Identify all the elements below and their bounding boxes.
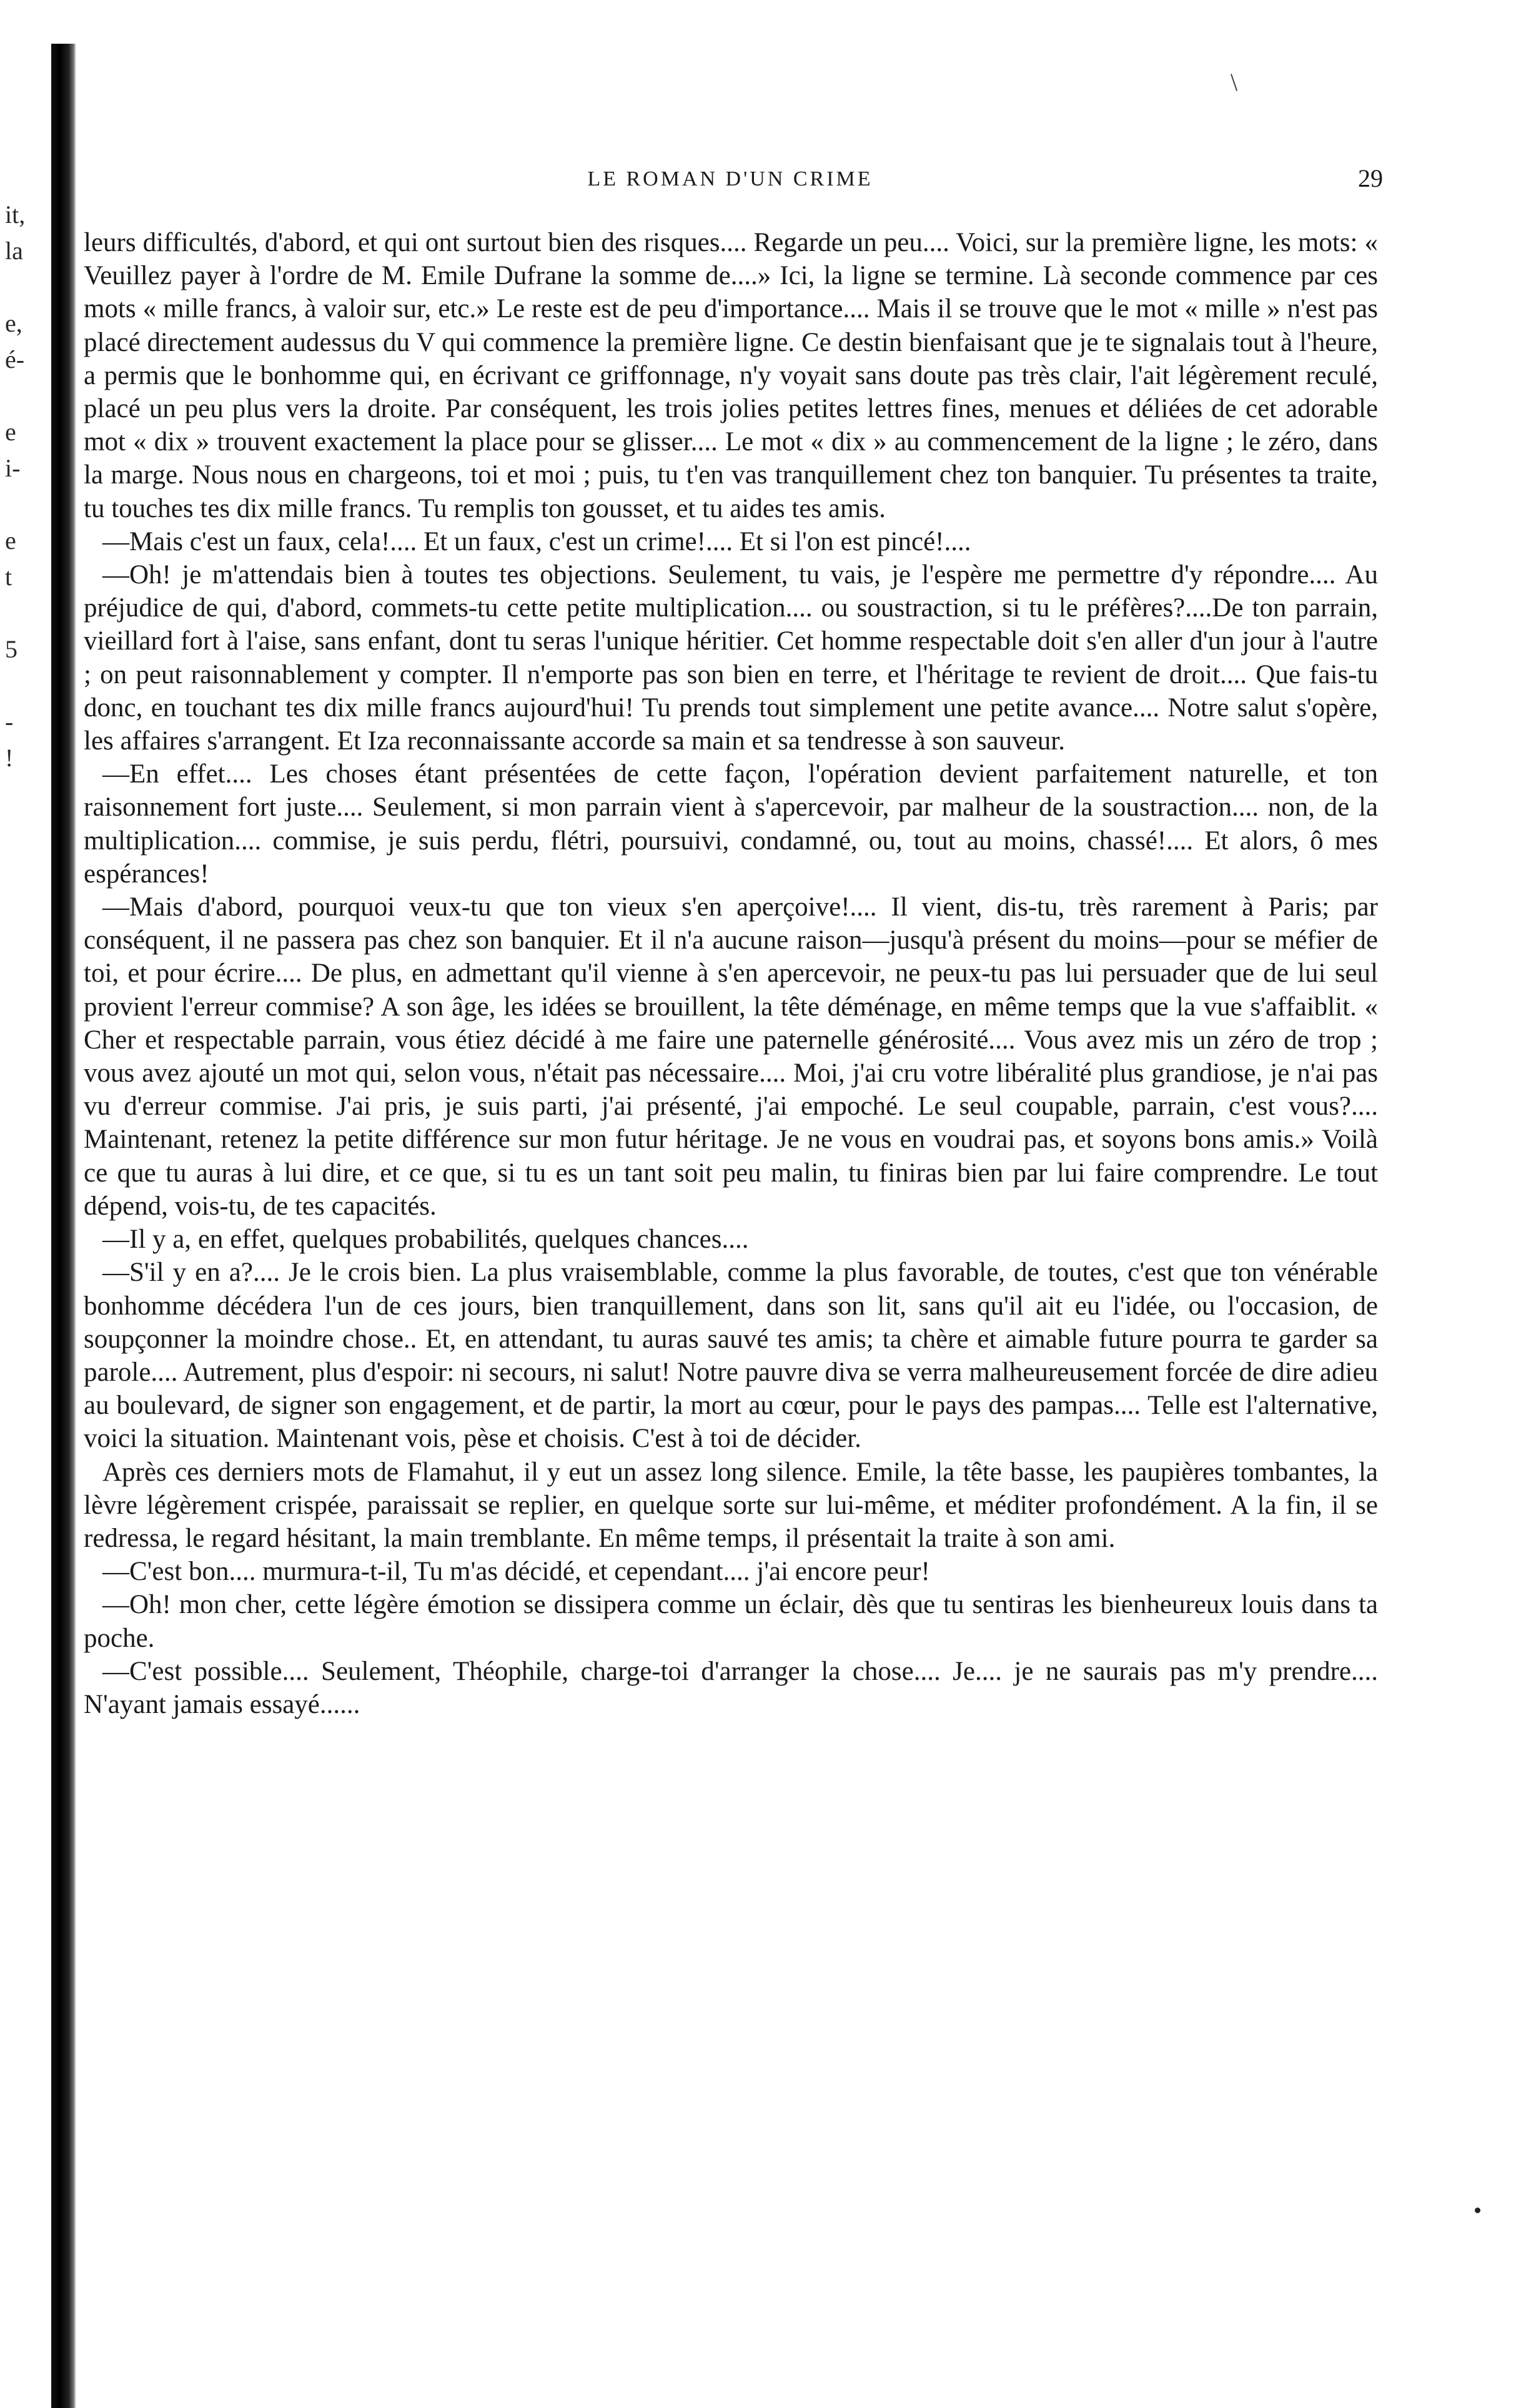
margin-fragment: ! <box>5 744 14 772</box>
paragraph: —Oh! mon cher, cette légère émotion se dissipera comme un éclair, dès que tu sentiras les bienheureux louis dans ta poche. <box>84 1590 1378 1653</box>
margin-fragment: e <box>5 418 16 446</box>
margin-fragment <box>5 668 45 704</box>
margin-fragment: - <box>5 708 14 736</box>
paragraph: —S'il y en a?.... Je le crois bien. La plus vraisemblable, comme la plus favorable, de toutes, c'est que ton vénérable bonhomme décédera l'un de ces jours, bien tranquillement, dans son lit, sans qu'il ait eu l'idée, ou l'occasion, de soupçonner la moindre chose.. Et, en attendant, tu auras sauvé tes amis; ta chère et aimable future pourra te garder sa parole.... Autrement, plus d'espoir: ni secours, ni salut! Notre pauvre diva se verra malheureusement forcée de dire adieu au boulevard, de signer son engagement, et de partir, la mort au cœur, pour le pays des pampas.... Telle est l'alternative, voici la situation. Maintenant vois, pèse et choisis. C'est à toi de décider. <box>84 1258 1378 1454</box>
gutter-shadow <box>51 44 76 2408</box>
paragraph: —En effet.... Les choses étant présentées de cette façon, l'opération devient parfaitement naturelle, et ton raisonnement fort juste.... Seulement, si mon parrain vient à s'apercevoir, par malheur de la soustraction.... non, de la multiplication.... commise, je suis perdu, flétri, poursuivi, condamné, ou, tout au moins, chassé!.... Et alors, ô mes espérances! <box>84 759 1378 889</box>
margin-fragment: e, <box>5 309 22 337</box>
paragraph: —Mais d'abord, pourquoi veux-tu que ton vieux s'en aperçoive!.... Il vient, dis-tu, très rarement à Paris; par conséquent, il ne passera pas chez son banquier. Et il n'a aucune raison—jusqu'à présent du moins—pour se méfier de toi, et pour écrire.... De plus, en admettant qu'il vienne à s'en apercevoir, ne peux-tu pas lui persuader que de lui seul provient l'erreur commise? A son âge, les idées se brouillent, la tête déménage, en même temps que la vue s'affaiblit. « Cher et respectable parrain, vous étiez décidé à me faire une paternelle générosité.... Vous avez mis un zéro de trop ; vous avez ajouté un mot qui, selon vous, n'était pas nécessaire.... Moi, j'ai cru votre libéralité plus grandiose, je n'ai pas vu d'erreur commise. J'ai pris, je suis parti, j'ai présenté, j'ai empoché. Le seul coupable, parrain, c'est vous?.... Maintenant, retenez la petite différence sur mon futur héritage. Je ne vous en voudrai pas, et soyons bons amis.» Voilà ce que tu auras à lui dire, et ce que, si tu es un tant soit peu malin, tu finiras bien par lui faire comprendre. Le tout dépend, vois-tu, de tes capacités. <box>84 892 1378 1221</box>
margin-fragment: 5 <box>5 635 17 663</box>
margin-fragment <box>5 378 45 414</box>
margin-fragment: i- <box>5 454 21 482</box>
previous-page-margin-fragments <box>5 197 45 776</box>
margin-fragment: é- <box>5 345 25 373</box>
margin-fragment <box>5 486 45 523</box>
paragraph: leurs difficultés, d'abord, et qui ont surtout bien des risques.... Regarde un peu.... Voici, sur la première ligne, les mots: « Veuillez payer à l'ordre de M. Emile Dufrane la somme de....» Ici, la ligne se termine. Là seconde commence par ces mots « mille francs, à valoir sur, etc.» Le reste est de peu d'importance.... Mais il se trouve que le mot « mille » n'est pas placé directement audessus du V qui commence la première ligne. Ce destin bienfaisant que je te signalais tout à l'heure, a permis que le bonhomme qui, en écrivant ce griffonnage, n'y voyait sans doute pas très clair, l'ait légèrement reculé, placé un peu plus vers la droite. Par conséquent, les trois jolies petites lettres fines, menues et déliées de cet adorable mot « dix » trouvent exactement la place pour se glisser.... Le mot « dix » au commencement de la ligne ; le zéro, dans la marge. Nous nous en chargeons, toi et moi ; puis, tu t'en vas tranquillement chez ton banquier. Tu présentes ta traite, tu touches tes dix mille francs. Tu remplis ton gousset, et tu aides tes amis. <box>84 228 1378 523</box>
running-head <box>84 164 1383 199</box>
margin-fragment: it, <box>5 200 26 229</box>
running-title: LE ROMAN D'UN CRIME <box>587 167 873 190</box>
page-number: 29 <box>1358 164 1383 192</box>
margin-fragment: e <box>5 526 16 555</box>
margin-fragment: la <box>5 237 23 265</box>
ink-dot <box>1475 2208 1480 2213</box>
paragraph: —Mais c'est un faux, cela!.... Et un faux, c'est un crime!.... Et si l'on est pincé!.... <box>102 526 971 556</box>
corner-mark: \ <box>1231 68 1238 96</box>
body-text <box>84 226 1378 1721</box>
paragraph: —Oh! je m'attendais bien à toutes tes objections. Seulement, tu vais, je l'espère me permettre d'y répondre.... Au préjudice de qui, d'abord, commets-tu cette petite multiplication.... ou soustraction, si tu le préfères?....De ton parrain, vieillard fort à l'aise, sans enfant, dont tu seras l'unique héritier. Cet homme respectable doit s'en aller d'un jour à l'autre ; on peut raisonnablement y compter. Il n'emporte pas son bien en terre, et l'héritage te revient de droit.... Que fais-tu donc, en touchant tes dix mille francs aujourd'hui! Tu prends tout simplement une petite avance.... Notre salut s'opère, les affaires s'arrangent. Et Iza reconnaissante accorde sa main et sa tendresse à son sauveur. <box>84 560 1378 756</box>
paragraph: Après ces derniers mots de Flamahut, il y eut un assez long silence. Emile, la tête basse, les paupières tombantes, la lèvre légèrement crispée, paraissait se replier, en quelque sorte sur lui-même, et méditer profondément. A la fin, il se redressa, le regard hésitant, la main tremblante. En même temps, il présentait la traite à son ami. <box>84 1457 1378 1553</box>
paragraph: —C'est possible.... Seulement, Théophile, charge-toi d'arranger la chose.... Je.... je ne saurais pas m'y prendre.... N'ayant jamais essayé...... <box>84 1656 1378 1719</box>
margin-fragment <box>5 269 45 305</box>
paragraph: —Il y a, en effet, quelques probabilités, quelques chances.... <box>102 1225 749 1255</box>
margin-fragment <box>5 595 45 631</box>
paragraph: —C'est bon.... murmura-t-il, Tu m'as décidé, et cependant.... j'ai encore peur! <box>102 1557 930 1587</box>
margin-fragment: t <box>5 563 12 591</box>
